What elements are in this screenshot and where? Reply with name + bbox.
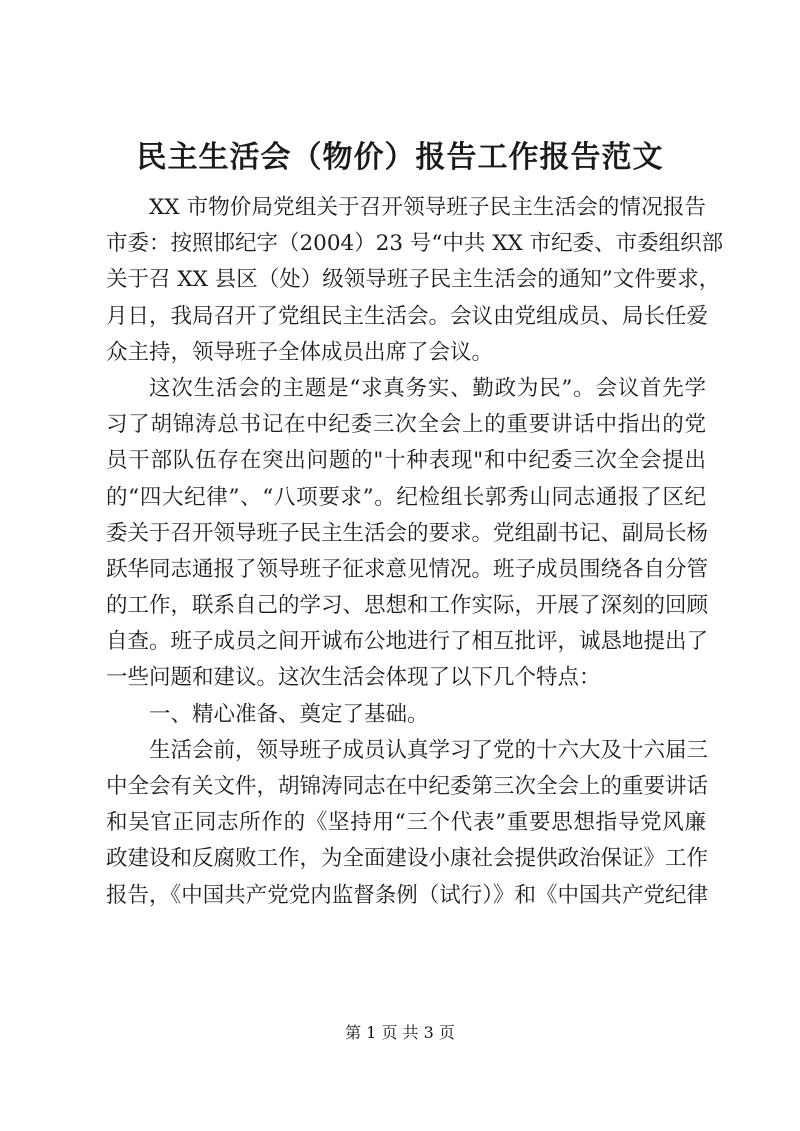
body-line: 报告，《中国共产党党内监督条例（试行）》和《中国共产党纪律 bbox=[106, 882, 709, 908]
body-line: 众主持，领导班子全体成员出席了会议。 bbox=[106, 339, 494, 365]
body-line: 习了胡锦涛总书记在中纪委三次全会上的重要讲话中指出的党 bbox=[106, 412, 706, 438]
body-line: 关于召 XX 县区（处）级领导班子民主生活会的通知”文件要求， bbox=[106, 267, 721, 293]
section-heading: 一、精心准备、奠定了基础。 bbox=[149, 701, 429, 727]
document-body bbox=[106, 190, 724, 914]
body-line: 政建设和反腐败工作，为全面建设小康社会提供政治保证》工作 bbox=[106, 846, 709, 872]
body-line: 月日，我局召开了党组民主生活会。会议由党组成员、局长任爱 bbox=[106, 303, 709, 329]
body-line: 市委：按照邯纪字（2004）23 号“中共 XX 市纪委、市委组织部 bbox=[106, 231, 724, 257]
body-line: 跃华同志通报了领导班子征求意见情况。班子成员围绕各自分管 bbox=[106, 556, 709, 582]
body-line: XX 市物价局党组关于召开领导班子民主生活会的情况报告 bbox=[149, 195, 706, 220]
body-line: 这次生活会的主题是“求真务实、勤政为民”。会议首先学 bbox=[149, 375, 706, 401]
body-line: 中全会有关文件，胡锦涛同志在中纪委第三次全会上的重要讲话 bbox=[106, 774, 709, 799]
page-footer: 第 1 页 共 3 页 bbox=[345, 1023, 455, 1042]
body-line: 一些问题和建议。这次生活会体现了以下几个特点： bbox=[106, 665, 601, 691]
body-line: 委关于召开领导班子民主生活会的要求。党组副书记、副局长杨 bbox=[106, 520, 709, 546]
body-line: 的“四大纪律”、“八项要求”。纪检组长郭秀山同志通报了区纪 bbox=[106, 484, 706, 510]
body-line: 自查。班子成员之间开诚布公地进行了相互批评，诚恳地提出了 bbox=[106, 629, 709, 655]
body-line: 生活会前，领导班子成员认真学习了党的十六大及十六届三 bbox=[149, 737, 709, 763]
body-line: 员干部队伍存在突出问题的"十种表现"和中纪委三次全会提出 bbox=[106, 448, 706, 474]
body-line: 和吴官正同志所作的《坚持用“三个代表”重要思想指导党风廉 bbox=[106, 810, 706, 836]
body-line: 的工作，联系自己的学习、思想和工作实际，开展了深刻的回顾 bbox=[106, 593, 709, 619]
document-title: 民主生活会（物价）报告工作报告范文 bbox=[136, 140, 664, 175]
